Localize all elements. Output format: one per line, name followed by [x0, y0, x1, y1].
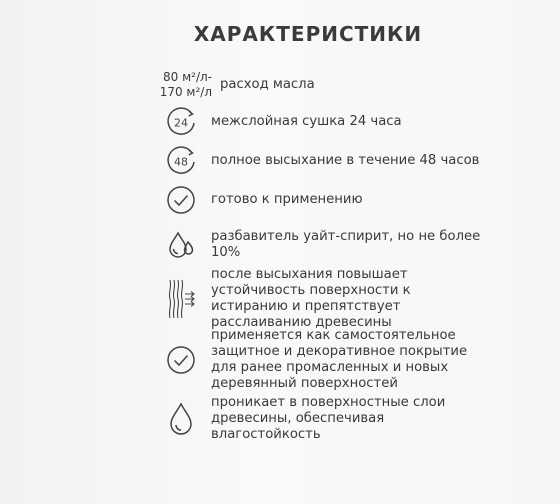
feature-text: после высыхания повышает устойчивость поверхности к истиранию и препятствует расслаиванию древесины [211, 267, 411, 330]
clock-48-icon [155, 144, 207, 178]
feature-row-full-drying [155, 144, 485, 178]
page-title: ХАРАКТЕРИСТИКИ [193, 22, 423, 46]
drop-icon [155, 396, 207, 442]
feature-row-oil-rate [150, 68, 480, 102]
feature-text: межслойная сушка 24 часа [211, 114, 402, 129]
feature-text: разбавитель уайт-спирит, но не более 10% [211, 229, 481, 260]
feature-row-wear-resistance [155, 267, 485, 331]
feature-text: полное высыхание в течение 48 часов [211, 153, 480, 168]
wood-grain-icon [155, 274, 207, 324]
feature-text: расход масла [220, 77, 315, 92]
oil-rate-value [150, 68, 216, 102]
feature-text: готово к применению [211, 192, 363, 207]
drops-icon [155, 228, 207, 262]
feature-text: проникает в поверхностные слои древесины, обеспечивая влагостойкость [211, 395, 446, 442]
feature-row-standalone-coating [155, 328, 485, 392]
oil-rate-line2: 170 м²/л [159, 85, 212, 99]
feature-row-thinner [155, 228, 485, 262]
check-circle-icon [155, 183, 207, 217]
oil-rate-line1: 80 м²/л- [163, 70, 212, 84]
feature-row-ready [155, 183, 485, 217]
feature-text: применяется как самостоятельное защитное и декоративное покрытие для ранее промасленных и новых деревянный поверхностей [211, 328, 468, 391]
check-circle-icon [155, 335, 207, 385]
feature-row-moisture-resistance [155, 395, 485, 443]
clock-48-label: 48 [174, 155, 188, 169]
feature-row-interlayer-drying [155, 105, 485, 139]
clock-24-label: 24 [174, 116, 188, 130]
clock-24-icon [155, 105, 207, 139]
